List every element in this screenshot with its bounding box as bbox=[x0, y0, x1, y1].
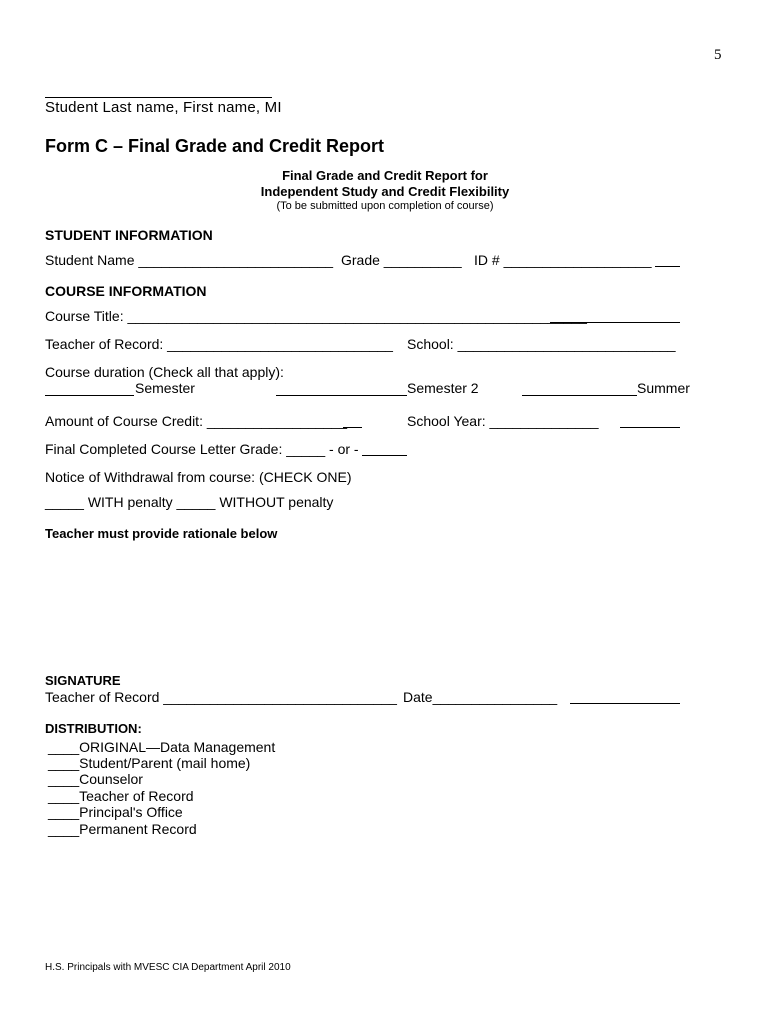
page-footer: H.S. Principals with MVESC CIA Department April 2010 bbox=[45, 962, 291, 973]
semester-checkbox-line[interactable] bbox=[45, 395, 134, 396]
withdrawal-options[interactable]: _____ WITH penalty _____ WITHOUT penalty bbox=[45, 494, 334, 510]
teacher-of-record-field[interactable]: Teacher of Record: _____________________________ bbox=[45, 336, 393, 352]
school-year-field[interactable]: School Year: ______________ bbox=[407, 413, 599, 429]
course-info-heading: COURSE INFORMATION bbox=[45, 283, 207, 299]
final-grade-field[interactable]: Final Completed Course Letter Grade: _____ - or - bbox=[45, 441, 359, 457]
subtitle-note: (To be submitted upon completion of course) bbox=[276, 200, 494, 212]
id-field-line-extension bbox=[655, 266, 680, 267]
student-name-caption: Student Last name, First name, MI bbox=[45, 99, 282, 116]
page-number: 5 bbox=[714, 47, 722, 63]
distribution-item[interactable]: ____Student/Parent (mail home) bbox=[48, 755, 251, 771]
school-field[interactable]: School: ____________________________ bbox=[407, 336, 676, 352]
summer-checkbox-line[interactable] bbox=[522, 395, 637, 396]
course-duration-label: Course duration (Check all that apply): bbox=[45, 364, 284, 380]
signature-heading: SIGNATURE bbox=[45, 673, 121, 688]
course-title-field[interactable]: Course Title: ___________________________________________________________ bbox=[45, 308, 587, 324]
distribution-item[interactable]: ____ORIGINAL—Data Management bbox=[48, 739, 276, 755]
course-title-line-extension bbox=[550, 322, 680, 323]
summer-option: Summer bbox=[637, 380, 690, 396]
subtitle-line-1: Final Grade and Credit Report for bbox=[282, 168, 488, 183]
distribution-heading: DISTRIBUTION: bbox=[45, 721, 142, 736]
distribution-item[interactable]: ____Permanent Record bbox=[48, 821, 197, 837]
amount-credit-line-extension bbox=[343, 427, 362, 428]
semester2-option: Semester 2 bbox=[407, 380, 479, 396]
date-line-extension bbox=[570, 703, 680, 704]
rationale-instruction: Teacher must provide rationale below bbox=[45, 526, 278, 541]
distribution-item[interactable]: ____Counselor bbox=[48, 771, 143, 787]
final-grade-alt-line[interactable] bbox=[362, 455, 407, 456]
form-title: Form C – Final Grade and Credit Report bbox=[45, 136, 385, 156]
student-info-heading: STUDENT INFORMATION bbox=[45, 227, 213, 243]
grade-field[interactable]: Grade __________ bbox=[341, 252, 462, 268]
amount-credit-field[interactable]: Amount of Course Credit: __________________ bbox=[45, 413, 347, 429]
distribution-item[interactable]: ____Teacher of Record bbox=[48, 788, 194, 804]
withdrawal-notice: Notice of Withdrawal from course: (CHECK ONE) bbox=[45, 469, 352, 485]
student-name-signature-line[interactable] bbox=[45, 97, 272, 98]
signature-date-field[interactable]: Date________________ bbox=[403, 689, 558, 705]
teacher-signature-field[interactable]: Teacher of Record ______________________________ bbox=[45, 689, 397, 705]
distribution-item[interactable]: ____Principal's Office bbox=[48, 804, 183, 820]
student-id-field[interactable]: ID # ___________________ bbox=[474, 252, 652, 268]
semester2-checkbox-line[interactable] bbox=[276, 395, 407, 396]
student-name-field[interactable]: Student Name _________________________ bbox=[45, 252, 334, 268]
semester-option: Semester bbox=[135, 380, 195, 396]
subtitle-line-2: Independent Study and Credit Flexibility bbox=[260, 184, 510, 199]
school-year-line-extension bbox=[620, 427, 680, 428]
